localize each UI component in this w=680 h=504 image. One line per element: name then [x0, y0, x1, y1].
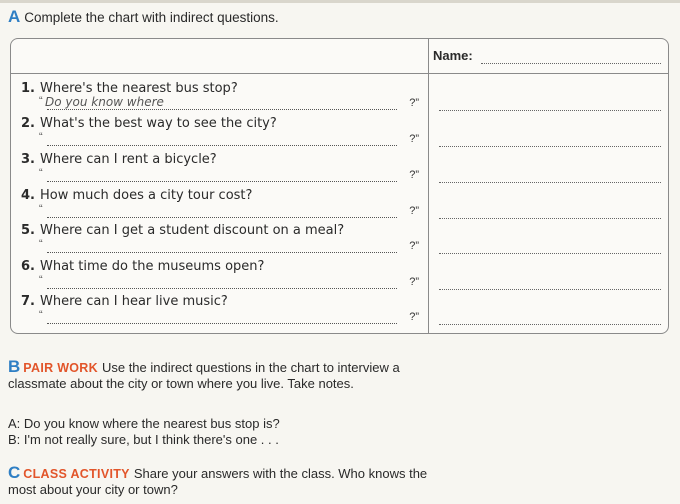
- open-quote: “: [39, 238, 43, 250]
- open-quote: “: [39, 203, 43, 215]
- open-quote: “: [39, 131, 43, 143]
- section-c-line-1: Share your answers with the class. Who knows the: [133, 466, 428, 481]
- name-label: Name:: [433, 48, 473, 63]
- section-a-title: [8, 7, 279, 27]
- response-line-5[interactable]: [439, 253, 661, 254]
- answer-line-4[interactable]: [39, 205, 419, 221]
- question-text: What time do the museums open?: [39, 259, 265, 274]
- question-number: 3.: [21, 152, 35, 167]
- section-c-instruction: [8, 465, 427, 498]
- answer-line-2[interactable]: [39, 133, 419, 149]
- section-b-line-1: Use the indirect questions in the chart to interview a: [101, 360, 400, 375]
- open-quote: “: [39, 95, 43, 107]
- answer-line-6[interactable]: [39, 276, 419, 292]
- question-text: How much does a city tour cost?: [39, 188, 253, 203]
- response-line-1[interactable]: [439, 110, 661, 111]
- section-a-instruction: Complete the chart with indirect questions.: [24, 10, 279, 25]
- question-number: 2.: [21, 116, 35, 131]
- close-quote: ?”: [409, 205, 419, 217]
- answer-line-5[interactable]: [39, 240, 419, 256]
- section-a-letter: A: [8, 7, 21, 26]
- answer-prefill: Do you know where: [45, 95, 164, 109]
- question-number: 1.: [21, 81, 35, 96]
- name-input-line[interactable]: [481, 63, 661, 64]
- response-line-6[interactable]: [439, 289, 661, 290]
- question-row-2: [21, 116, 277, 131]
- question-row-6: [21, 259, 264, 274]
- question-text: Where can I hear live music?: [39, 294, 228, 309]
- question-text: Where can I get a student discount on a meal?: [39, 223, 345, 238]
- question-number: 5.: [21, 223, 35, 238]
- close-quote: ?”: [409, 169, 419, 181]
- question-text: Where can I rent a bicycle?: [39, 152, 217, 167]
- open-quote: “: [39, 167, 43, 179]
- question-row-3: [21, 152, 217, 167]
- response-line-3[interactable]: [439, 182, 661, 183]
- open-quote: “: [39, 274, 43, 286]
- section-c-tag: CLASS ACTIVITY: [23, 467, 130, 481]
- chart-column-divider: [428, 39, 429, 333]
- section-b-instruction: [8, 359, 400, 392]
- open-quote: “: [39, 309, 43, 321]
- top-divider: [0, 0, 680, 3]
- question-row-7: [21, 294, 228, 309]
- section-c-line-2: most about your city or town?: [8, 482, 178, 497]
- answer-line-3[interactable]: [39, 169, 419, 185]
- section-c-letter: C: [8, 463, 21, 482]
- section-b-letter: B: [8, 357, 21, 376]
- answer-line-7[interactable]: [39, 311, 419, 327]
- section-b-line-2: classmate about the city or town where you live. Take notes.: [8, 376, 354, 391]
- indirect-questions-chart: [10, 38, 669, 334]
- example-dialog: [8, 416, 280, 448]
- question-text: Where's the nearest bus stop?: [39, 81, 238, 96]
- dialog-line-b: B: I'm not really sure, but I think there's one . . .: [8, 432, 279, 447]
- question-number: 4.: [21, 188, 35, 203]
- close-quote: ?”: [409, 240, 419, 252]
- answer-line-1[interactable]: [39, 97, 419, 113]
- question-row-4: [21, 188, 252, 203]
- question-row-1: [21, 81, 238, 96]
- question-text: What's the best way to see the city?: [39, 116, 277, 131]
- response-line-2[interactable]: [439, 146, 661, 147]
- question-number: 6.: [21, 259, 35, 274]
- question-row-5: [21, 223, 344, 238]
- close-quote: ?”: [409, 97, 419, 109]
- close-quote: ?”: [409, 311, 419, 323]
- chart-header-divider: [11, 73, 668, 74]
- response-line-7[interactable]: [439, 324, 661, 325]
- close-quote: ?”: [409, 133, 419, 145]
- response-line-4[interactable]: [439, 218, 661, 219]
- close-quote: ?”: [409, 276, 419, 288]
- question-number: 7.: [21, 294, 35, 309]
- section-b-tag: PAIR WORK: [23, 361, 98, 375]
- dialog-line-a: A: Do you know where the nearest bus stop is?: [8, 416, 280, 431]
